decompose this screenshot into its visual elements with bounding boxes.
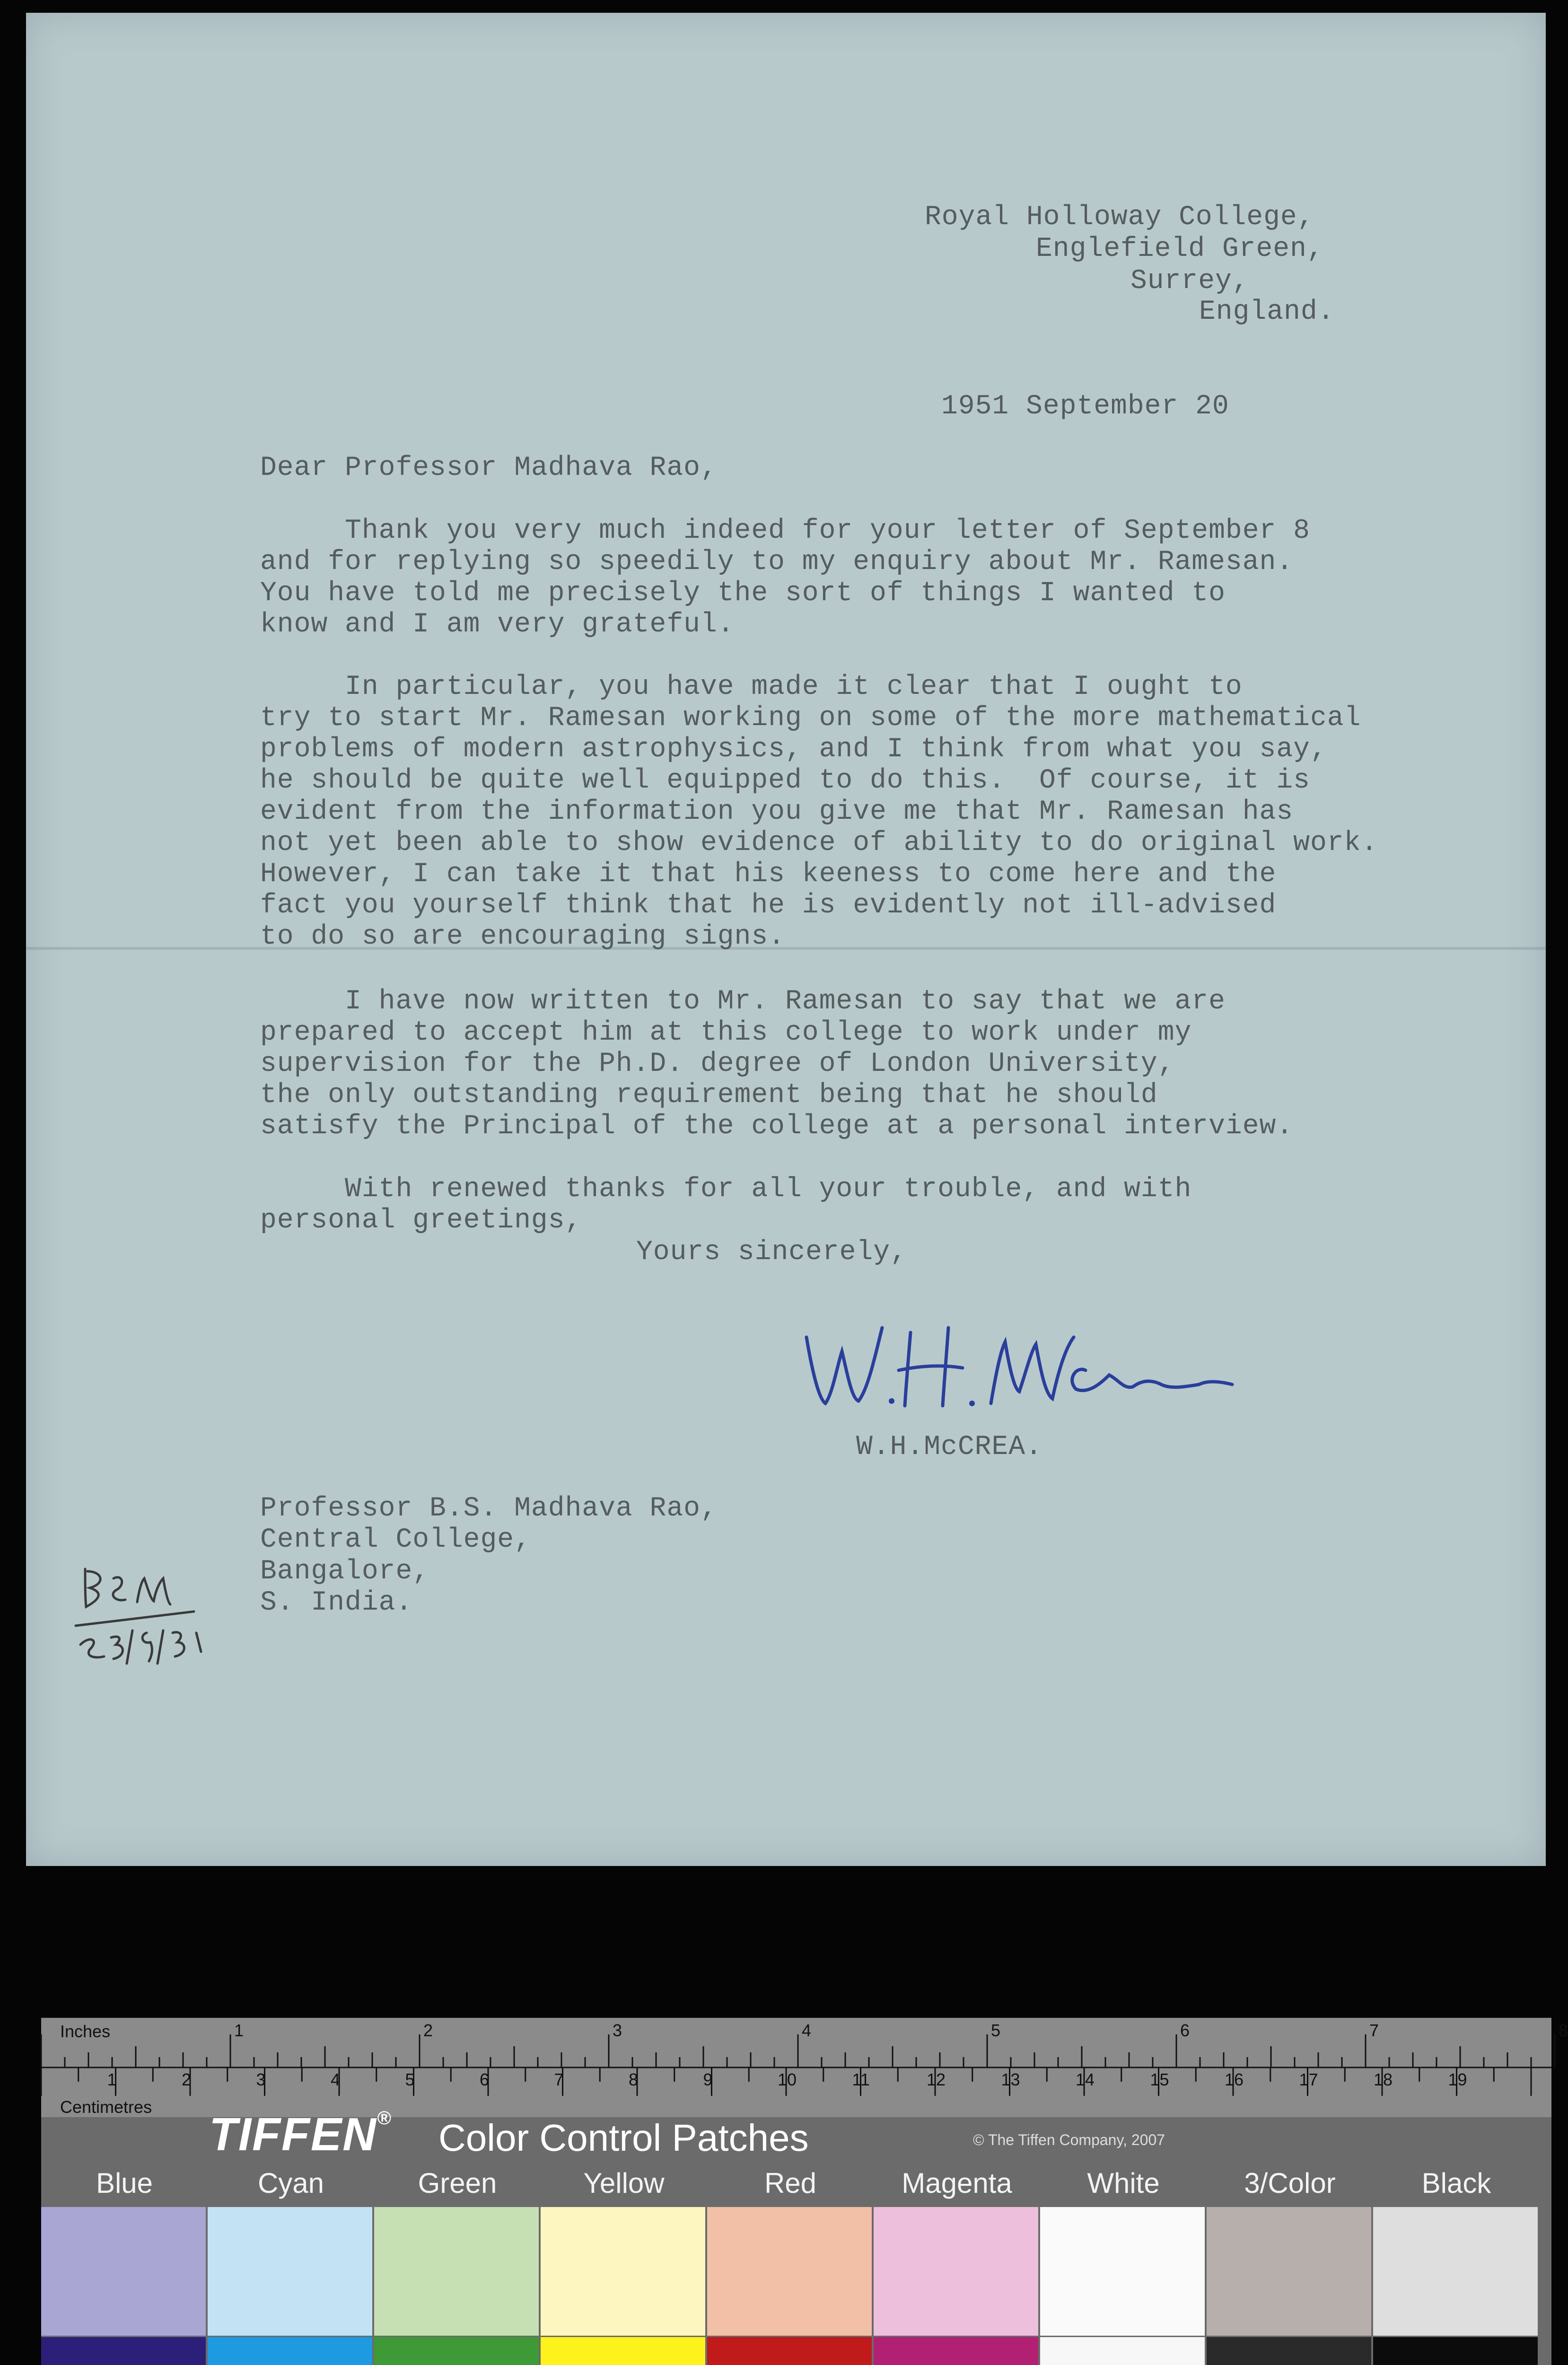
cm-number: 1 — [107, 2070, 117, 2089]
color-patch-dark — [374, 2337, 539, 2365]
color-patch-light — [208, 2207, 372, 2336]
cm-number: 4 — [331, 2070, 341, 2089]
letter-date: 1951 September 20 — [941, 391, 1229, 422]
typed-name: W.H.McCREA. — [856, 1432, 1042, 1463]
color-patch-light — [1040, 2207, 1205, 2336]
cm-number: 13 — [1001, 2070, 1020, 2089]
measurement-ruler — [41, 2018, 1568, 2117]
inch-number: 3 — [613, 2021, 622, 2040]
patch-label: White — [1087, 2167, 1160, 2199]
cm-number: 19 — [1448, 2070, 1467, 2089]
color-patch-light — [374, 2207, 539, 2336]
ruler-ticks — [41, 2018, 1551, 2117]
recipient-line-2: Central College, — [260, 1524, 531, 1555]
recipient-line-3: Bangalore, — [260, 1556, 430, 1587]
cm-number: 10 — [778, 2070, 797, 2089]
address-line-4: England. — [1199, 297, 1335, 327]
cm-number: 3 — [256, 2070, 266, 2089]
inch-number: 5 — [991, 2021, 1001, 2040]
color-patch-light — [1207, 2207, 1371, 2336]
color-patch-light — [1373, 2207, 1538, 2336]
centimetres-label: Centimetres — [60, 2097, 152, 2117]
inch-number: 7 — [1369, 2021, 1379, 2040]
address-line-3: Surrey, — [1130, 266, 1249, 297]
recipient-line-1: Professor B.S. Madhava Rao, — [260, 1493, 718, 1524]
tiffen-brand: TIFFEN® — [209, 2108, 392, 2160]
cm-number: 12 — [927, 2070, 946, 2089]
salutation: Dear Professor Madhava Rao, — [260, 453, 718, 483]
cm-number: 6 — [480, 2070, 490, 2089]
cm-number: 15 — [1150, 2070, 1169, 2089]
color-patch-dark — [541, 2337, 705, 2365]
paragraph-2: In particular, you have made it clear that I ought to try to start Mr. Ramesan working on some of the more mathematical problems of modern astrophysics, and I think from what you say, he should be quite well equipped to do this. Of course, it is evident from the information you give me that Mr. Ramesan has not yet been able to show evidence of ability to do original work. However, I can take it that his keeness to come here and the fact you yourself think that he is evidently not ill-advised to do so are encouraging signs. — [260, 672, 1378, 952]
color-patch-light — [41, 2207, 206, 2336]
cm-number: 7 — [554, 2070, 564, 2089]
cm-number: 8 — [629, 2070, 639, 2089]
inch-number: 2 — [423, 2021, 433, 2040]
inches-label: Inches — [60, 2022, 111, 2041]
cm-number: 14 — [1076, 2070, 1095, 2089]
address-line-1: Royal Holloway College, — [925, 202, 1314, 233]
patch-label: Cyan — [257, 2167, 324, 2199]
color-patch-dark — [1040, 2337, 1205, 2365]
cm-number: 5 — [405, 2070, 415, 2089]
tiffen-color-card — [41, 2018, 1568, 2365]
cm-number: 2 — [182, 2070, 192, 2089]
paragraph-3: I have now written to Mr. Ramesan to say that we are prepared to accept him at this college to work under my supervision for the Ph.D. degree of London University, the only outstanding requirement being that he should satisfy the Principal of the college at a personal interview. — [260, 986, 1294, 1142]
color-patch-dark — [1207, 2337, 1371, 2365]
inch-number: 4 — [802, 2021, 812, 2040]
cm-number: 17 — [1299, 2070, 1318, 2089]
color-patch-dark — [208, 2337, 372, 2365]
patch-label: 3/Color — [1244, 2167, 1336, 2199]
patch-label: Blue — [96, 2167, 153, 2199]
inch-number: 6 — [1180, 2021, 1190, 2040]
address-line-2: Englefield Green, — [1036, 234, 1324, 264]
cm-number: 9 — [703, 2070, 713, 2089]
handwritten-signature — [792, 1309, 1242, 1418]
color-patch-dark — [1373, 2337, 1538, 2365]
color-patch-dark — [874, 2337, 1038, 2365]
color-patch-light — [874, 2207, 1038, 2336]
copyright-notice: © The Tiffen Company, 2007 — [973, 2131, 1165, 2148]
patch-label: Black — [1421, 2167, 1491, 2199]
closing: Yours sincerely, — [636, 1237, 907, 1268]
paragraph-4: With renewed thanks for all your trouble, and with personal greetings, — [260, 1174, 1192, 1236]
color-patch-dark — [707, 2337, 872, 2365]
color-patch-light — [707, 2207, 872, 2336]
patch-label: Green — [418, 2167, 497, 2199]
inch-number: 1 — [234, 2021, 244, 2040]
color-patch-light — [541, 2207, 705, 2336]
cm-number: 11 — [852, 2070, 870, 2089]
patch-label: Magenta — [902, 2167, 1012, 2199]
card-title: Color Control Patches — [438, 2117, 809, 2159]
cm-number: 16 — [1225, 2070, 1244, 2089]
recipient-line-4: S. India. — [260, 1587, 413, 1618]
cm-number: 18 — [1374, 2070, 1393, 2089]
inch-number: 8 — [1559, 2021, 1568, 2040]
letter-paper — [26, 13, 1546, 1866]
handwritten-initials-date — [71, 1555, 227, 1678]
patch-label: Red — [764, 2167, 817, 2199]
patch-label: Yellow — [583, 2167, 665, 2199]
color-patch-dark — [41, 2337, 206, 2365]
paragraph-1: Thank you very much indeed for your letter of September 8 and for replying so speedily to my enquiry about Mr. Ramesan. You have told me precisely the sort of things I wanted to know and I am very grateful. — [260, 516, 1310, 640]
